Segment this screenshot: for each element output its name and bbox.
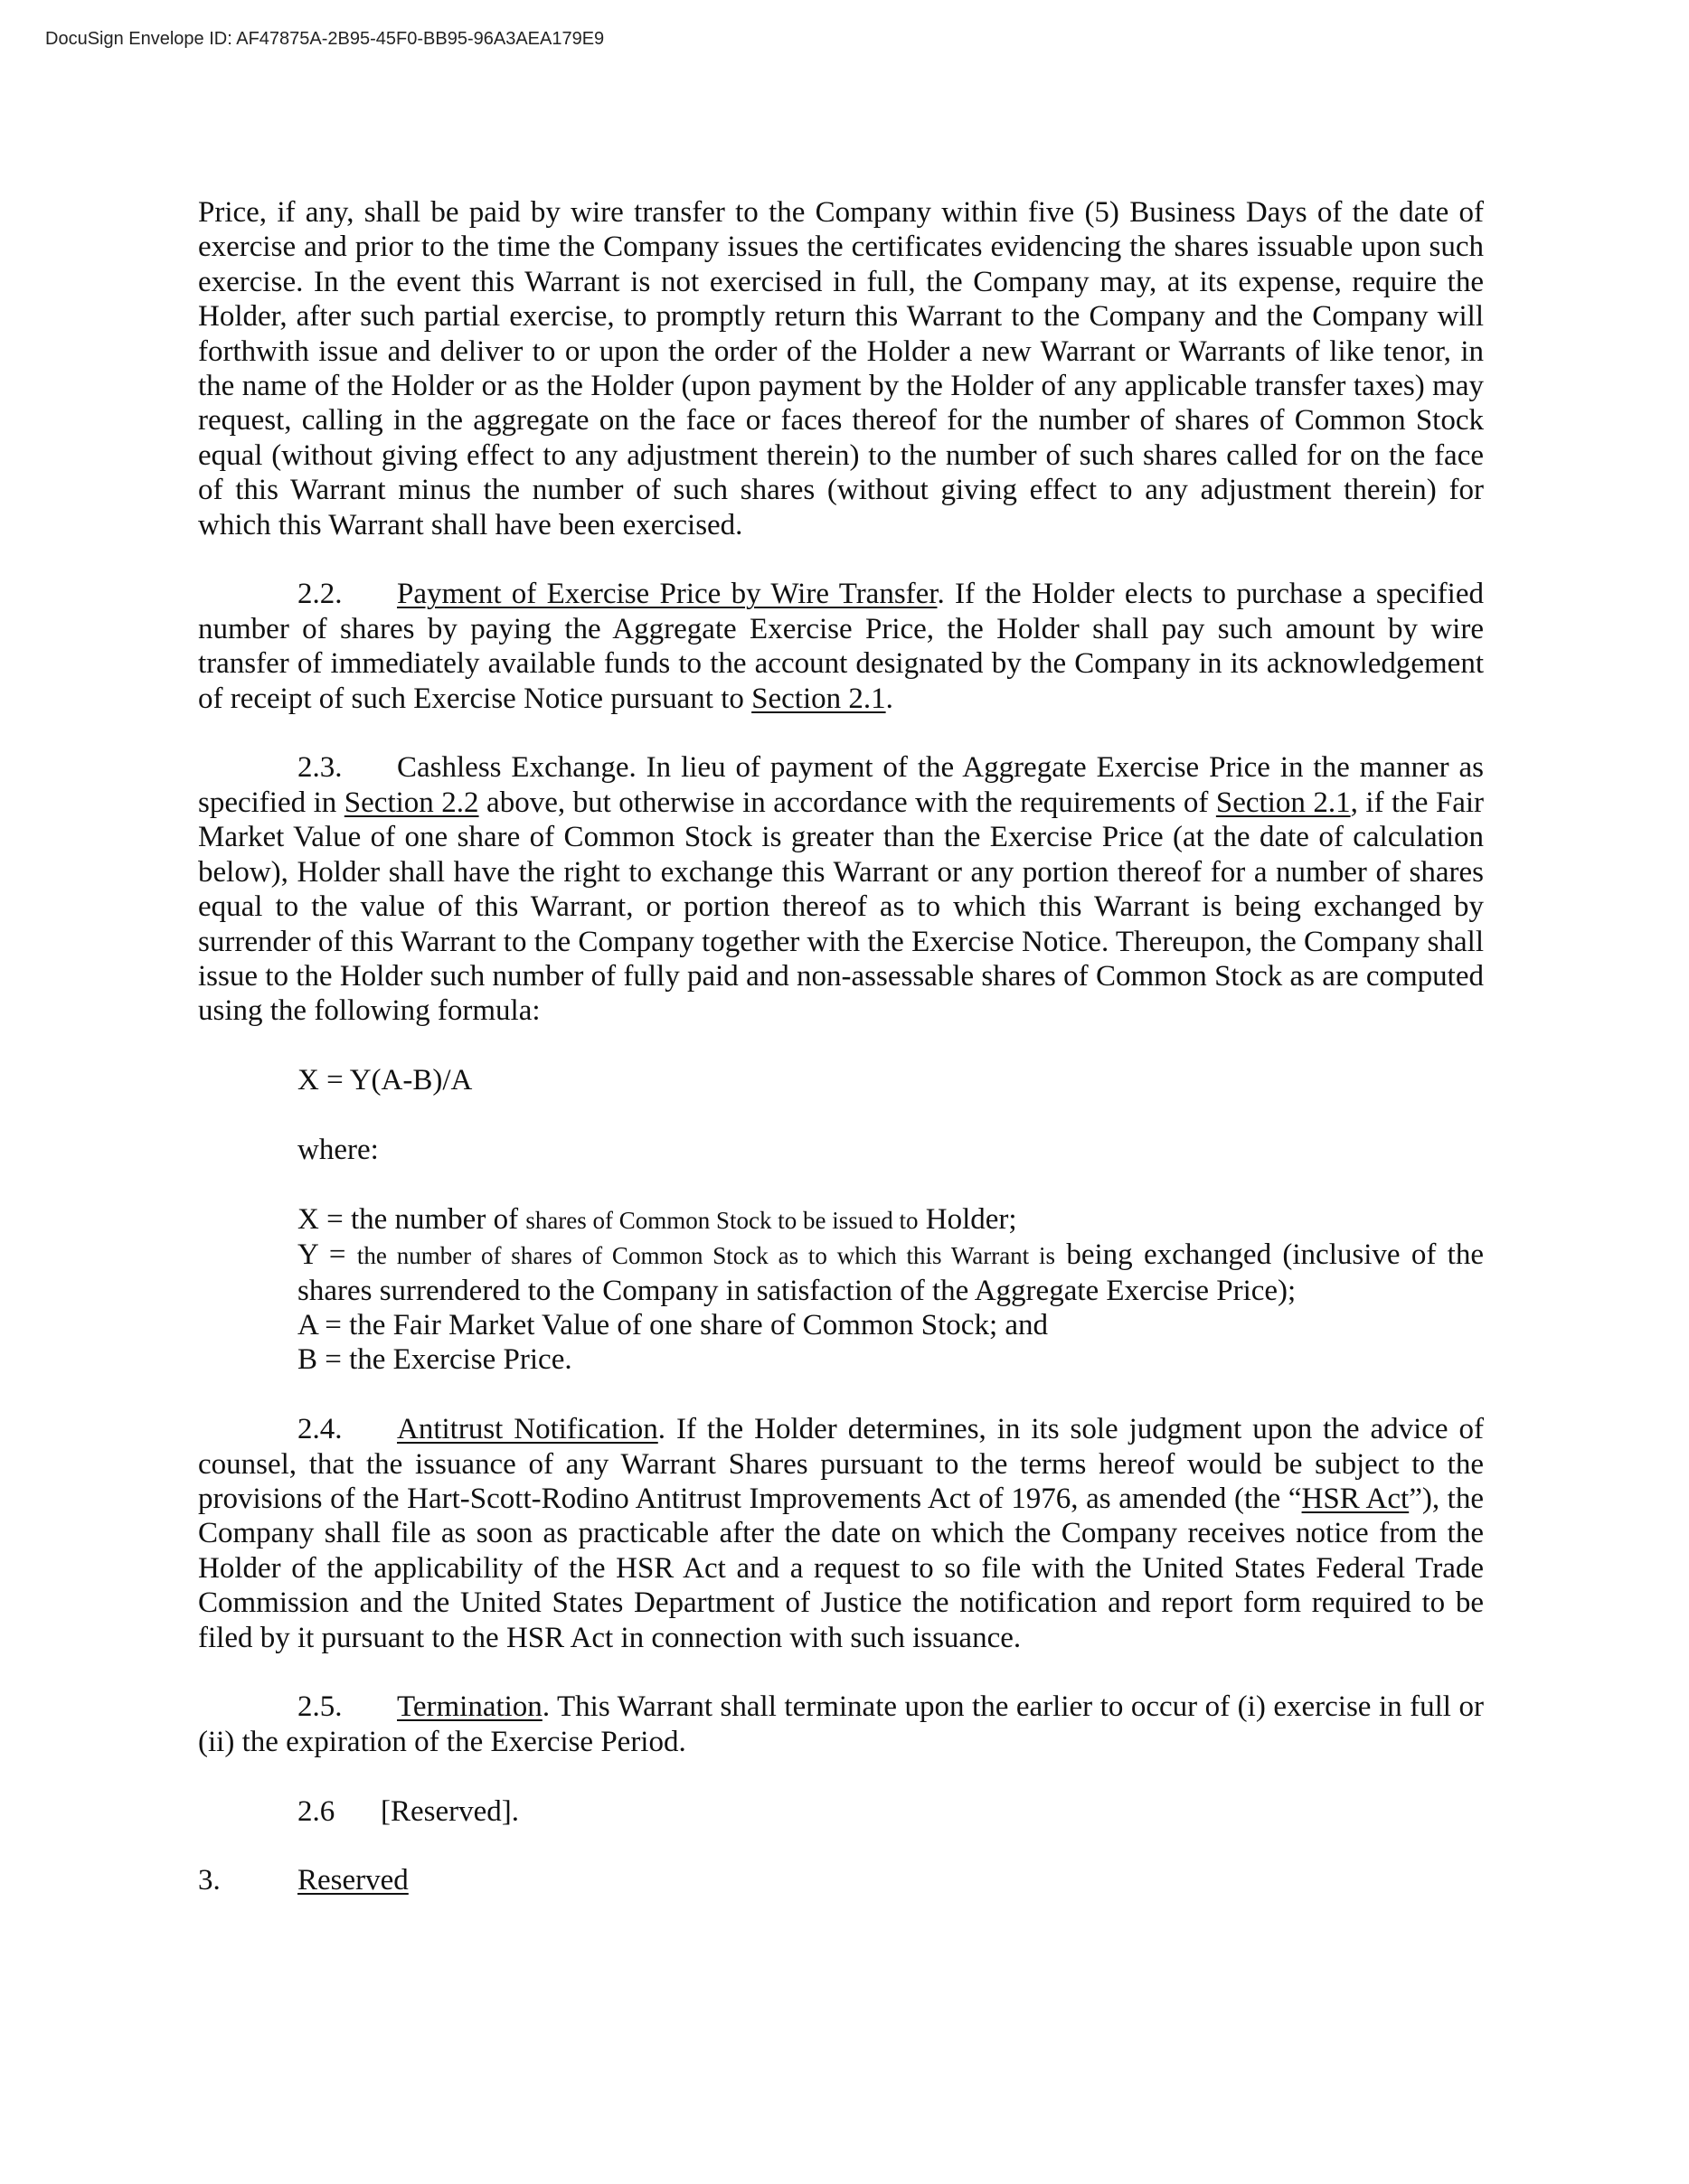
section-2-5-title: Termination — [397, 1690, 543, 1724]
formula-y-definition — [297, 1238, 1484, 1308]
section-3-number: 3. — [198, 1864, 221, 1897]
formula-y-suffix: being exchanged (inclusive of the shares surrendered to the Company in satisfaction of the Aggregate Exercise Price); — [297, 1238, 1484, 1307]
section-2-3 — [198, 750, 1484, 1028]
section-2-2-reference: Section 2.2 — [344, 786, 479, 819]
section-2-1-reference: Section 2.1 — [751, 682, 886, 715]
section-2-6-text: [Reserved]. — [381, 1794, 520, 1828]
formula-x-prefix: X = the number of — [297, 1202, 526, 1236]
section-2-4-body-1: . If the Holder determines, in its sole judgment upon the advice of counsel, that the issuance of any Warrant Shares pursuant to the terms hereof would be subject to the provisions of the Hart-Scott-Rodino Antitrust Improvements Act of 1976, as amended (the “ — [198, 1413, 1484, 1515]
formula-where: where: — [297, 1133, 379, 1166]
formula-y-prefix: Y = — [297, 1238, 357, 1272]
section-2-3-body-1: . In lieu of payment of the Aggregate Exercise Price in the manner as specified in — [198, 751, 1484, 819]
section-2-4-number: 2.4. — [297, 1413, 343, 1446]
section-2-3-body-2: above, but otherwise in accordance with the requirements of — [478, 786, 1216, 819]
formula-y-small-text: the number of shares of Common Stock as to which this Warrant is — [356, 1242, 1056, 1270]
section-2-5-number: 2.5. — [297, 1690, 343, 1724]
section-3 — [198, 1863, 1484, 1897]
section-2-5 — [198, 1690, 1484, 1759]
hsr-act-reference: HSR Act — [1301, 1482, 1410, 1515]
section-3-title: Reserved — [297, 1864, 409, 1897]
section-2-2-end: . — [885, 682, 893, 715]
section-2-4-title: Antitrust Notification — [397, 1413, 658, 1446]
formula-equation: X = Y(A-B)/A — [297, 1064, 473, 1097]
section-2-1-reference: Section 2.1 — [1215, 786, 1351, 819]
section-2-2-number: 2.2. — [297, 578, 343, 611]
docusign-envelope-id: DocuSign Envelope ID: AF47875A-2B95-45F0-BB95-96A3AEA179E9 — [45, 29, 605, 49]
section-2-3-title: Cashless Exchange — [397, 751, 629, 785]
section-2-3-body-3: , if the Fair Market Value of one share of Common Stock is greater than the Exercise Price (at the date of calculation below), Holder shall have the right to exchange this Warrant or any portion thereof for a number of shares equal to the value of this Warrant, or portion thereof as to which this Warrant is being exchanged by surrender of this Warrant to the Company together with the Exercise Notice. Thereupon, the Company shall issue to the Holder such number of fully paid and non-assessable shares of Common Stock as are computed using the following formula: — [198, 786, 1485, 1028]
intro-paragraph: Price, if any, shall be paid by wire transfer to the Company within five (5) Business Days of the date of exercise and prior to the time the Company issues the certificates evidencing the shares issuable upon such exercise. In the event this Warrant is not exercised in full, the Company may, at its expense, require the Holder, after such partial exercise, to promptly return this Warrant to the Company and the Company will forthwith issue and deliver to or upon the order of the Holder a new Warrant or Warrants of like tenor, in the name of the Holder or as the Holder (upon payment by the Holder of any applicable transfer taxes) may request, calling in the aggregate on the face or faces thereof for the number of shares of Common Stock equal (without giving effect to any adjustment therein) to the number of such shares called for on the face of this Warrant minus the number of such shares (without giving effect to any adjustment therein) for which this Warrant shall have been exercised. — [198, 196, 1484, 541]
section-2-4-body-2: ”), the Company shall file as soon as practicable after the date on which the Company receives notice from the Holder of the applicability of the HSR Act and a request to so file with the United States Federal Trade Commission and the United States Department of Justice the notification and report form required to be filed by it pursuant to the HSR Act in connection with such issuance. — [198, 1482, 1485, 1654]
section-2-2-title: Payment of Exercise Price by Wire Transfer — [397, 578, 938, 611]
formula-x-suffix: Holder; — [918, 1202, 1017, 1236]
formula-x-definition — [297, 1202, 1484, 1238]
section-2-2-body: . If the Holder elects to purchase a specified number of shares by paying the Aggregate Exercise Price, the Holder shall pay such amount by wire transfer of immediately available funds to the account designated by the Company in its acknowledgement of receipt of such Exercise Notice pursuant to — [198, 578, 1484, 715]
section-2-4 — [198, 1412, 1484, 1655]
formula-a-definition: A = the Fair Market Value of one share of Common Stock; and — [297, 1308, 1049, 1341]
document-body — [198, 195, 1484, 1898]
section-2-3-number: 2.3. — [297, 751, 343, 785]
section-2-6-number: 2.6 — [297, 1794, 335, 1828]
section-2-6 — [297, 1794, 1484, 1829]
section-2-5-body: . This Warrant shall terminate upon the earlier to occur of (i) exercise in full or (ii) the expiration of the Exercise Period. — [198, 1690, 1484, 1758]
formula-x-small-text: shares of Common Stock to be issued to — [525, 1206, 919, 1234]
section-2-2 — [198, 577, 1484, 716]
formula-b-definition: B = the Exercise Price. — [297, 1343, 572, 1377]
